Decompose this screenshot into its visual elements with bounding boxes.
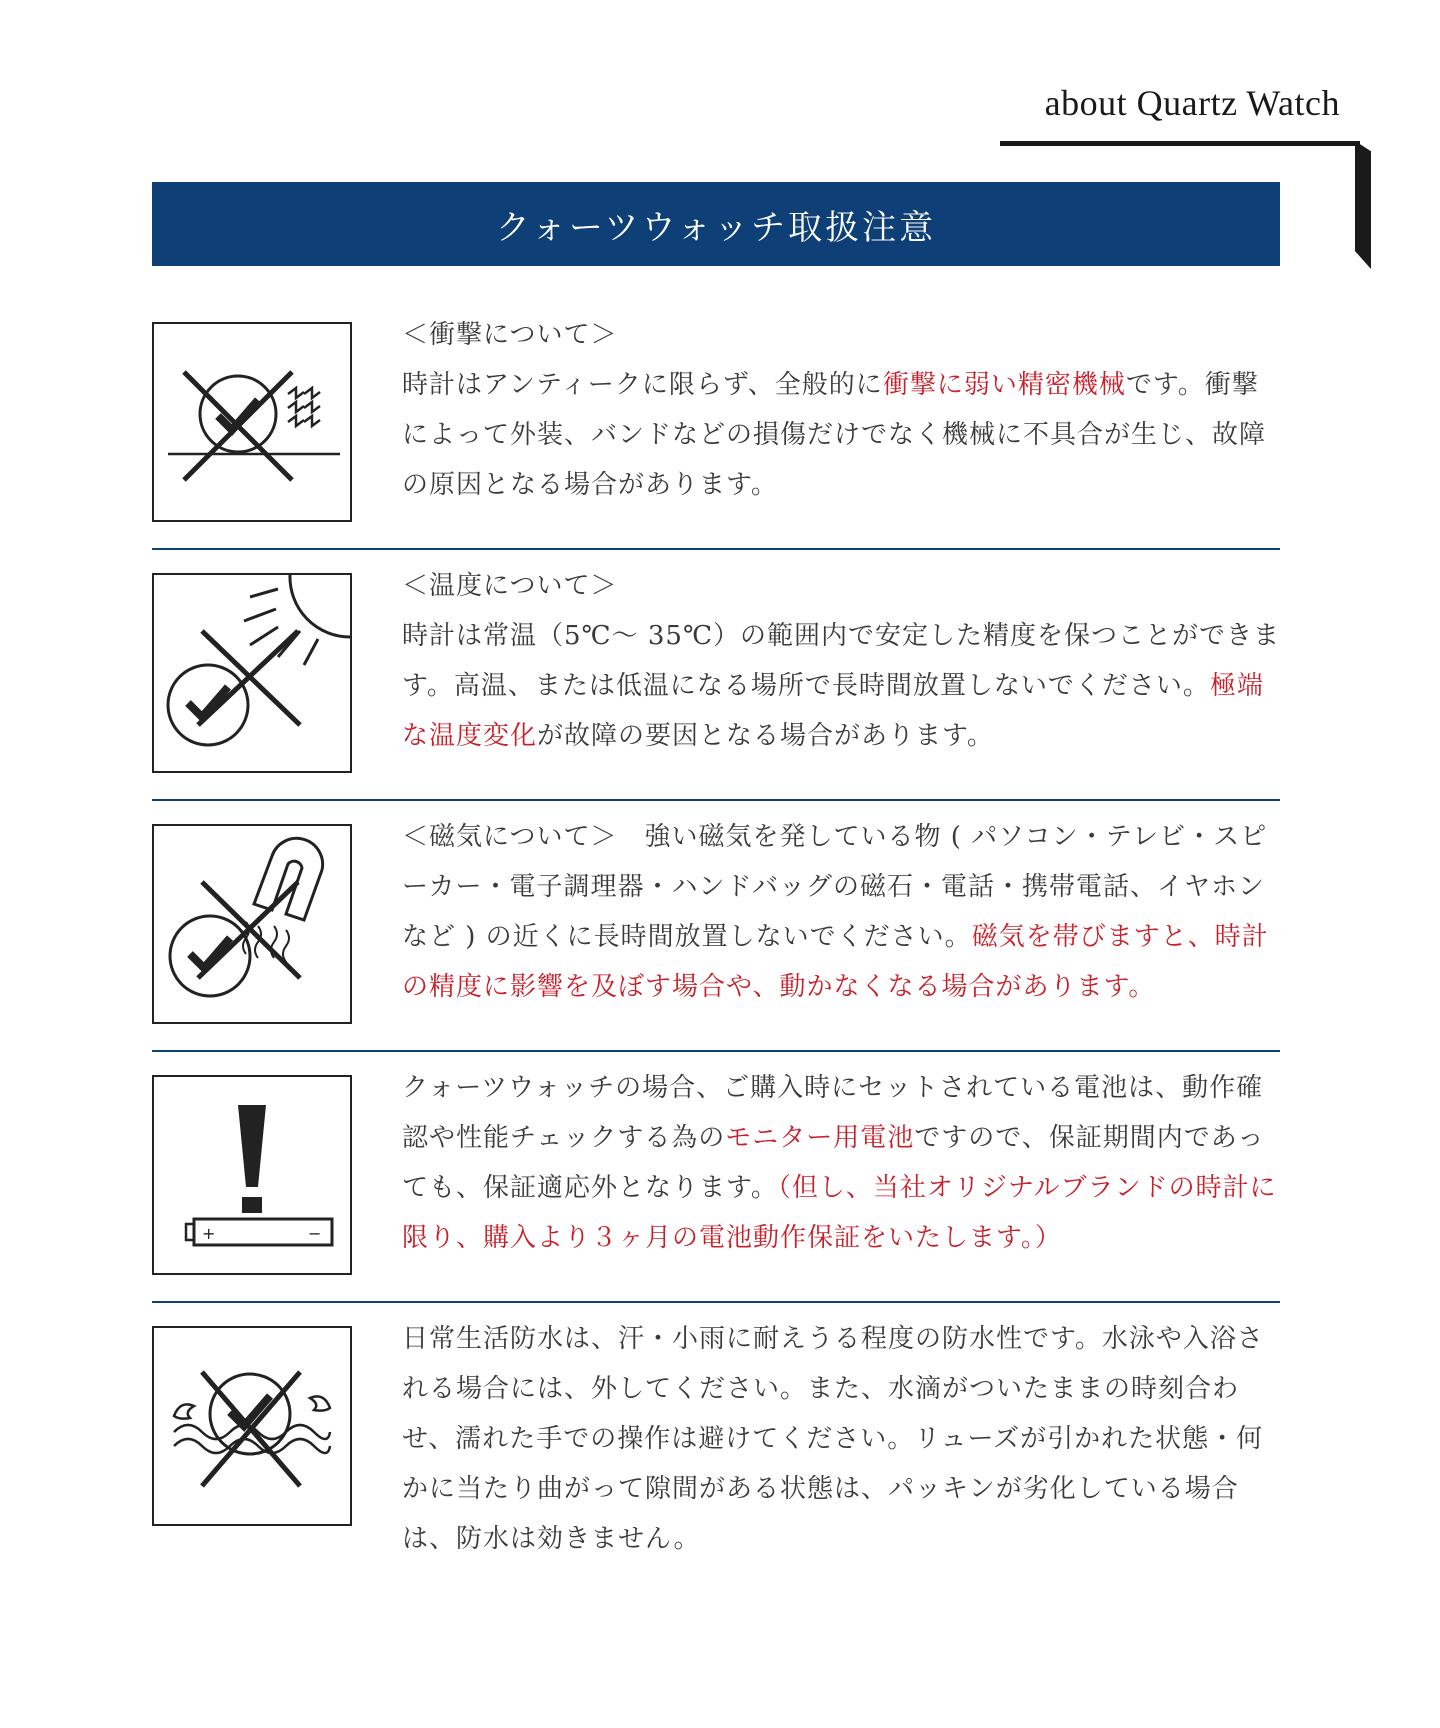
body-text: 時計は常温（5℃～ 35℃）の範囲内で安定した精度を保つことができます。高温、または低温になる場所で長時間放置しないでください。 <box>402 621 1281 701</box>
highlight-text: 磁気を帯びますと、時計の精度に影響を及ぼす場合や、動かなくなる場合があります。 <box>402 922 1269 1002</box>
magnet-prohibited-icon <box>152 824 352 1024</box>
body-text: クォーツウォッチの場合、ご購入時にセットされている電池は、動作確認や性能チェックする為の <box>402 1073 1264 1153</box>
section-battery-text <box>402 1063 1282 1263</box>
section-battery <box>152 1075 1280 1280</box>
highlight-text: モニター用電池 <box>725 1123 915 1153</box>
section-water-text <box>402 1314 1282 1564</box>
section-magnetism <box>152 824 1280 1029</box>
divider <box>152 1301 1280 1303</box>
section-heading: ＜温度について＞ <box>402 571 618 601</box>
section-heading: ＜磁気について＞ <box>402 822 618 852</box>
body-text: 時計はアンティークに限らず、全般的に <box>402 370 883 400</box>
corner-bracket-side <box>1355 141 1371 269</box>
divider <box>152 1050 1280 1052</box>
water-prohibited-icon <box>152 1326 352 1526</box>
highlight-text: （但し、当社オリジナルブランドの時計に限り、購入より３ヶ月の電池動作保証をいたします。） <box>402 1173 1277 1253</box>
battery-plus-label: + <box>202 1224 216 1243</box>
shock-prohibited-icon <box>152 322 352 522</box>
section-temperature-text <box>402 561 1282 761</box>
body-text: ですので、保証期間内であっても、保証適応外となります。 <box>402 1123 1265 1203</box>
corner-bracket-top <box>1000 141 1360 146</box>
divider <box>152 548 1280 550</box>
section-heading: ＜衝撃について＞ <box>402 320 618 350</box>
page-title-banner <box>152 182 1280 266</box>
body-text: 日常生活防水は、汗・小雨に耐えうる程度の防水性です。水泳や入浴される場合には、外してください。また、水滴がついたままの時刻合わせ、濡れた手での操作は避けてください。リューズが引かれた状態・何かに当たり曲がって隙間がある状態は、パッキンが劣化している場合は、防水は効きません。 <box>402 1324 1264 1554</box>
battery-warning-icon <box>152 1075 352 1275</box>
body-text: です。衝撃によって外装、バンドなどの損傷だけでなく機械に不具合が生じ、故障の原因となる場合があります。 <box>402 370 1267 500</box>
section-magnetism-text <box>402 812 1282 1012</box>
highlight-text: 極端な温度変化 <box>402 671 1264 751</box>
section-water <box>152 1324 1280 1554</box>
section-temperature <box>152 573 1280 778</box>
battery-minus-label: − <box>308 1224 322 1243</box>
section-shock <box>152 322 1280 527</box>
divider <box>152 799 1280 801</box>
body-text: 強い磁気を発している物 ( パソコン・テレビ・スピーカー・電子調理器・ハンドバッグの磁石・電話・携帯電話、イヤホンなど ) の近くに長時間放置しないでください。 <box>402 822 1268 952</box>
body-text: が故障の要因となる場合があります。 <box>537 721 994 751</box>
brand-label: about Quartz Watch <box>1044 83 1340 123</box>
page-title: クォーツウォッチ取扱注意 <box>495 207 937 248</box>
highlight-text: 衝撃に弱い精密機械 <box>882 370 1126 400</box>
temperature-prohibited-icon <box>152 573 352 773</box>
section-shock-text <box>402 310 1282 510</box>
